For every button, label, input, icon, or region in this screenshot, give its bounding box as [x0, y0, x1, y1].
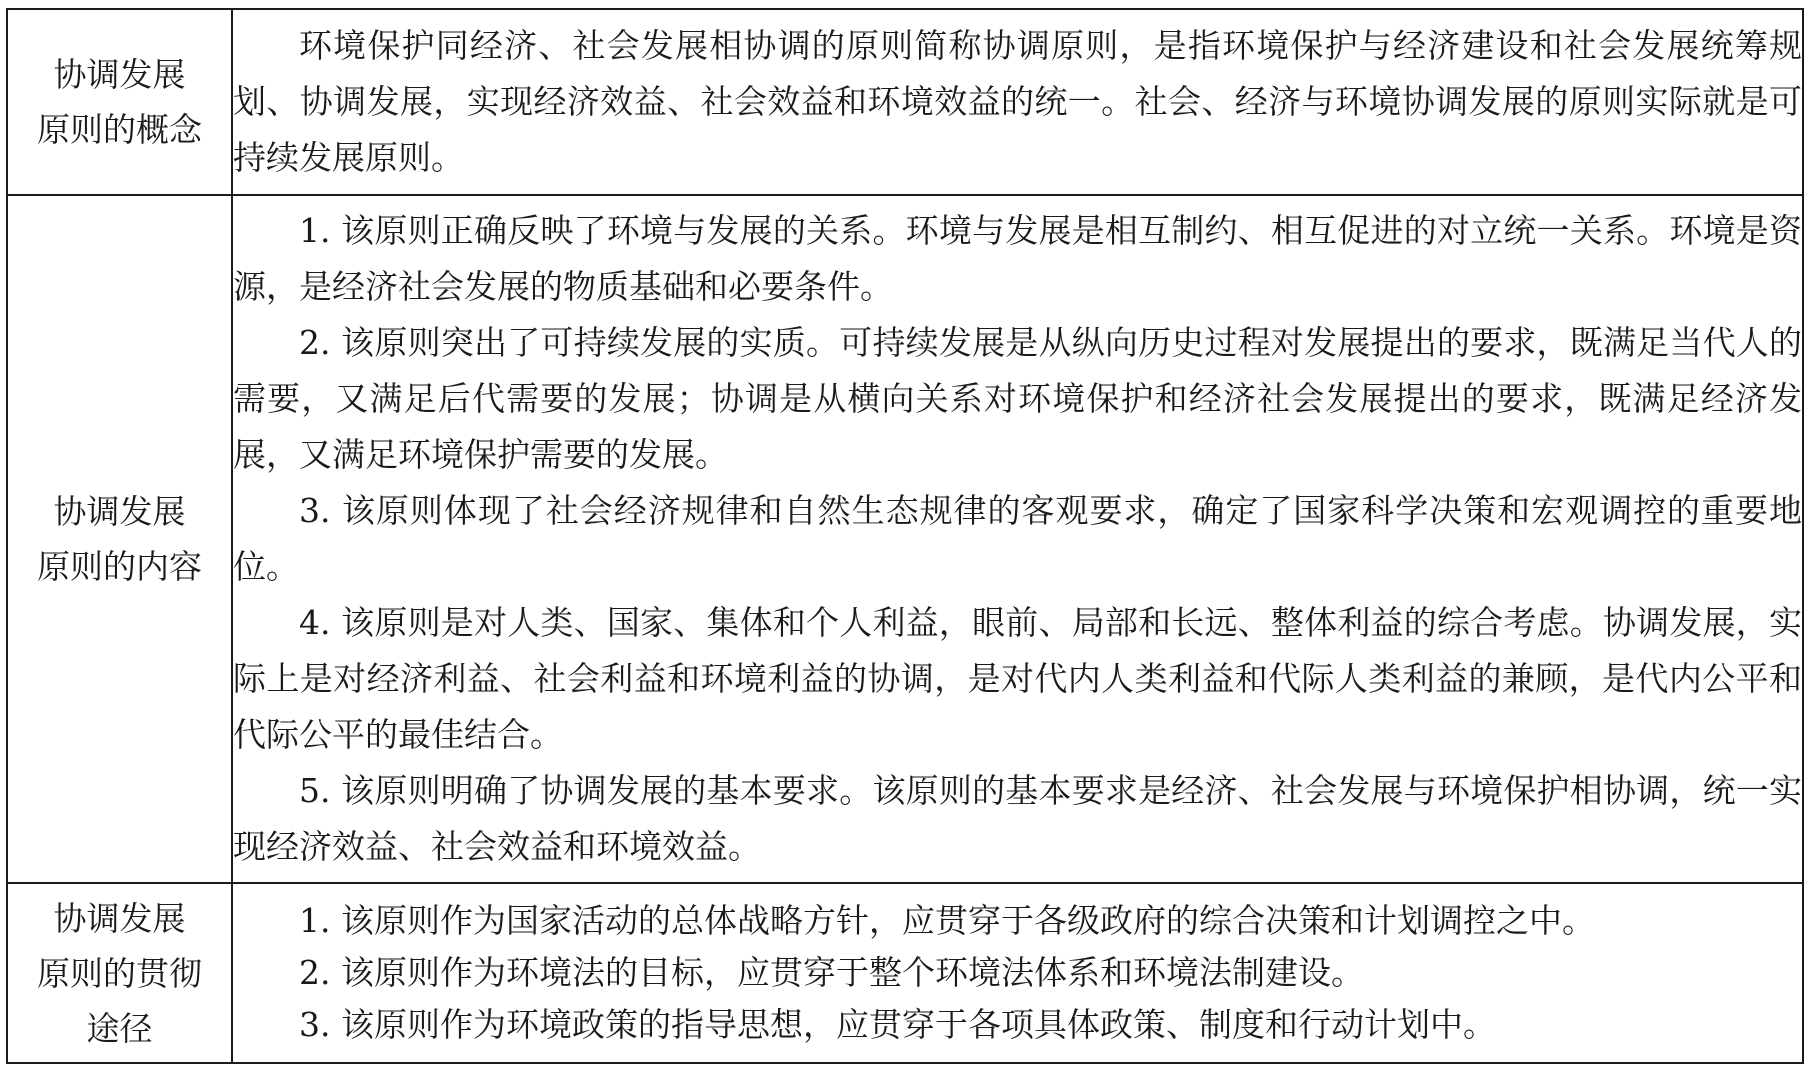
row-content-implementation — [232, 883, 1803, 1063]
table-row-content — [7, 195, 1803, 883]
row-label-line: 原则的内容 — [37, 547, 202, 586]
row-content-content — [232, 195, 1803, 883]
paragraph: 2. 该原则突出了可持续发展的实质。可持续发展是从纵向历史过程对发展提出的要求，既满足当代人的需要，又满足后代需要的发展；协调是从横向关系对环境保护和经济社会发展提出的要求，既满足经济发展，又满足环境保护需要的发展。 — [233, 323, 1802, 474]
row-label-line: 途径 — [86, 1008, 153, 1048]
paragraph: 1. 该原则正确反映了环境与发展的关系。环境与发展是相互制约、相互促进的对立统一关系。环境是资源，是经济社会发展的物质基础和必要条件。 — [233, 211, 1802, 306]
row-content-concept — [232, 9, 1803, 195]
row-label-implementation — [7, 883, 232, 1063]
paragraph: 环境保护同经济、社会发展相协调的原则简称协调原则，是指环境保护与经济建设和社会发展统筹规划、协调发展，实现经济效益、社会效益和环境效益的统一。社会、经济与环境协调发展的原则实际就是可持续发展原则。 — [233, 26, 1802, 177]
paragraph: 2. 该原则作为环境法的目标，应贯穿于整个环境法体系和环境法制建设。 — [299, 953, 1364, 992]
principle-table — [6, 8, 1804, 1064]
row-label-concept — [7, 9, 232, 195]
row-label-line: 协调发展 — [53, 492, 186, 531]
paragraph: 3. 该原则体现了社会经济规律和自然生态规律的客观要求，确定了国家科学决策和宏观调控的重要地位。 — [233, 491, 1802, 586]
row-label-line: 原则的贯彻 — [37, 953, 202, 993]
paragraph: 1. 该原则作为国家活动的总体战略方针，应贯穿于各级政府的综合决策和计划调控之中。 — [299, 901, 1595, 940]
paragraph: 3. 该原则作为环境政策的指导思想，应贯穿于各项具体政策、制度和行动计划中。 — [299, 1005, 1496, 1044]
paragraph: 5. 该原则明确了协调发展的基本要求。该原则的基本要求是经济、社会发展与环境保护相协调，统一实现经济效益、社会效益和环境效益。 — [233, 771, 1802, 866]
paragraph: 4. 该原则是对人类、国家、集体和个人利益，眼前、局部和长远、整体利益的综合考虑。协调发展，实际上是对经济利益、社会利益和环境利益的协调，是对代内人类利益和代际人类利益的兼顾，是代内公平和代际公平的最佳结合。 — [233, 603, 1802, 754]
table-row-implementation — [7, 883, 1803, 1063]
row-label-line: 协调发展 — [53, 898, 186, 938]
row-label-line: 原则的概念 — [37, 110, 202, 149]
row-label-content — [7, 195, 232, 883]
row-label-line: 协调发展 — [53, 55, 186, 94]
table-row-concept — [7, 9, 1803, 195]
